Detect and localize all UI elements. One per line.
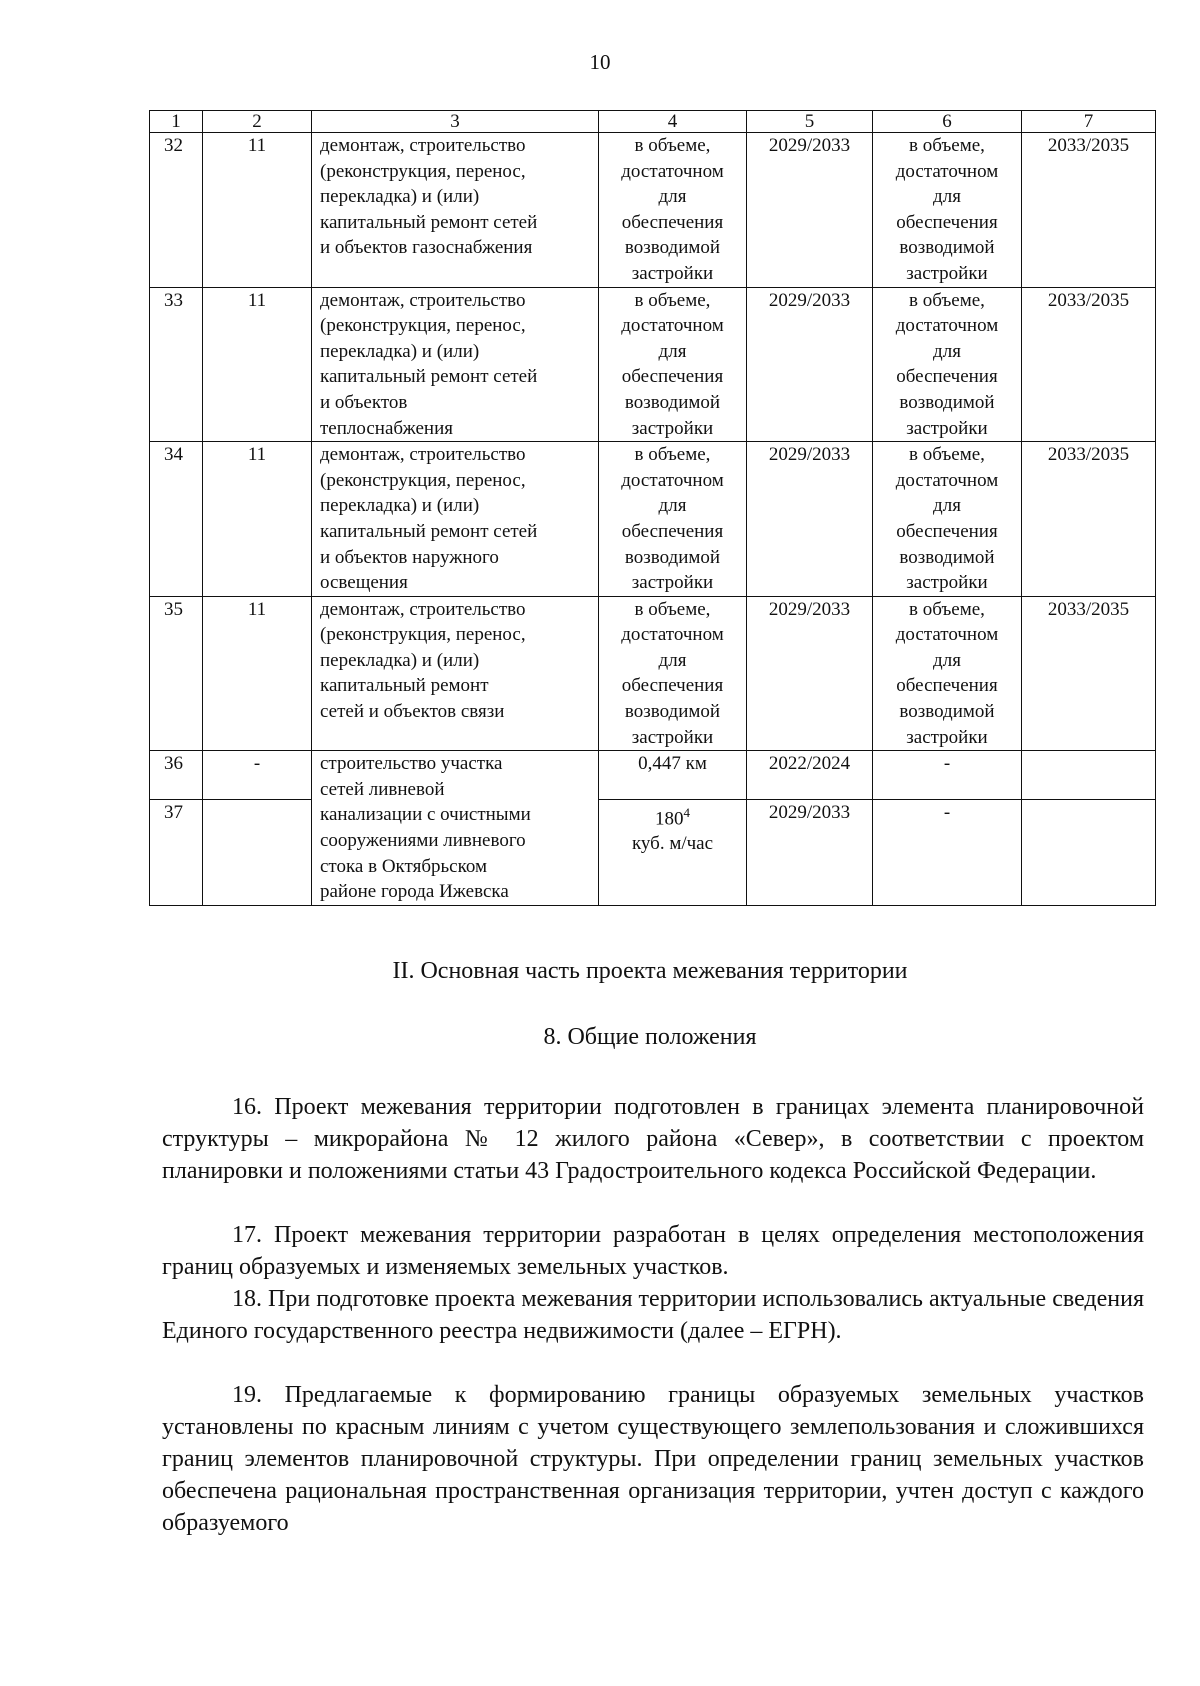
table-row xyxy=(150,287,1156,442)
page-number: 10 xyxy=(589,50,611,74)
column-2-cell xyxy=(203,799,312,905)
header-cell: 4 xyxy=(599,111,747,133)
volume-cell: - xyxy=(873,751,1022,799)
row-number: 37 xyxy=(150,799,203,905)
period-cell xyxy=(1022,751,1156,799)
footnote-marker: 4 xyxy=(683,804,690,820)
work-description: строительство участка сетей ливневой канализации с очистными сооружениями ливневого стока в Октябрьском районе города Ижевска xyxy=(312,751,599,906)
column-2-cell: 11 xyxy=(203,287,312,442)
volume-cell: в объеме, достаточном для обеспечения возводимой застройки xyxy=(599,596,747,751)
header-cell: 5 xyxy=(747,111,873,133)
table-row xyxy=(150,596,1156,751)
row-number: 36 xyxy=(150,751,203,799)
paragraph-18: 18. При подготовке проекта межевания территории использовались актуальные сведения Единого государственного реестра недвижимости (далее – ЕГРН). xyxy=(162,1286,1144,1344)
volume-cell: в объеме, достаточном для обеспечения возводимой застройки xyxy=(873,287,1022,442)
volume-unit: куб. м/час xyxy=(631,833,714,855)
period-cell: 2033/2035 xyxy=(1022,442,1156,597)
paragraph-19: 19. Предлагаемые к формированию границы образуемых земельных участков установлены по красным линиям с учетом существующего землепользования и сложившихся границ элементов планировочной структуры. При определении границ земельных участков обеспечена рациональная пространственная организация территории, учтен доступ с каждого образуемого xyxy=(162,1382,1144,1536)
period-cell: 2033/2035 xyxy=(1022,133,1156,288)
work-description: демонтаж, строительство (реконструкция, перенос, перекладка) и (или) капитальный ремонт сетей и объектов наружного освещения xyxy=(312,442,599,597)
row-number: 34 xyxy=(150,442,203,597)
row-number: 35 xyxy=(150,596,203,751)
column-2-cell: 11 xyxy=(203,133,312,288)
period-cell: 2029/2033 xyxy=(747,133,873,288)
period-cell xyxy=(1022,799,1156,905)
period-cell: 2029/2033 xyxy=(747,442,873,597)
volume-cell xyxy=(599,799,747,905)
work-description: демонтаж, строительство (реконструкция, перенос, перекладка) и (или) капитальный ремонт сетей и объектов связи xyxy=(312,596,599,751)
work-description: демонтаж, строительство (реконструкция, перенос, перекладка) и (или) капитальный ремонт сетей и объектов теплоснабжения xyxy=(312,287,599,442)
paragraph-16: 16. Проект межевания территории подготовлен в границах элемента планировочной структуры – микрорайона № 12 жилого района «Север», в соответствии с проектом планировки и положениями статьи 43 Градостроительного кодекса Российской Федерации. xyxy=(162,1094,1144,1184)
table-row xyxy=(150,442,1156,597)
period-cell: 2033/2035 xyxy=(1022,596,1156,751)
volume-cell: 0,447 км xyxy=(599,751,747,799)
table-row xyxy=(150,799,1156,905)
row-number: 32 xyxy=(150,133,203,288)
column-2-cell: 11 xyxy=(203,442,312,597)
row-number: 33 xyxy=(150,287,203,442)
header-cell: 6 xyxy=(873,111,1022,133)
volume-cell: в объеме, достаточном для обеспечения возводимой застройки xyxy=(599,133,747,288)
column-2-cell: 11 xyxy=(203,596,312,751)
table-header-row xyxy=(150,111,1156,133)
work-description: демонтаж, строительство (реконструкция, перенос, перекладка) и (или) капитальный ремонт сетей и объектов газоснабжения xyxy=(312,133,599,288)
volume-cell: в объеме, достаточном для обеспечения возводимой застройки xyxy=(599,442,747,597)
volume-value: 180 xyxy=(655,807,684,829)
period-cell: 2029/2033 xyxy=(747,287,873,442)
volume-cell: в объеме, достаточном для обеспечения возводимой застройки xyxy=(873,442,1022,597)
volume-cell: в объеме, достаточном для обеспечения возводимой застройки xyxy=(873,596,1022,751)
period-cell: 2022/2024 xyxy=(747,751,873,799)
period-cell: 2029/2033 xyxy=(747,596,873,751)
paragraph-17: 17. Проект межевания территории разработан в целях определения местоположения границ образуемых и изменяемых земельных участков. xyxy=(162,1222,1144,1280)
section-title: II. Основная часть проекта межевания территории xyxy=(392,958,908,984)
header-cell: 2 xyxy=(203,111,312,133)
table-row xyxy=(150,133,1156,288)
volume-cell: в объеме, достаточном для обеспечения возводимой застройки xyxy=(873,133,1022,288)
header-cell: 7 xyxy=(1022,111,1156,133)
volume-cell: в объеме, достаточном для обеспечения возводимой застройки xyxy=(599,287,747,442)
subsection-title: 8. Общие положения xyxy=(543,1024,757,1050)
header-cell: 3 xyxy=(312,111,599,133)
period-cell: 2029/2033 xyxy=(747,799,873,905)
works-table xyxy=(149,110,1156,906)
header-cell: 1 xyxy=(150,111,203,133)
column-2-cell: - xyxy=(203,751,312,799)
table-row xyxy=(150,751,1156,799)
period-cell: 2033/2035 xyxy=(1022,287,1156,442)
volume-cell: - xyxy=(873,799,1022,905)
